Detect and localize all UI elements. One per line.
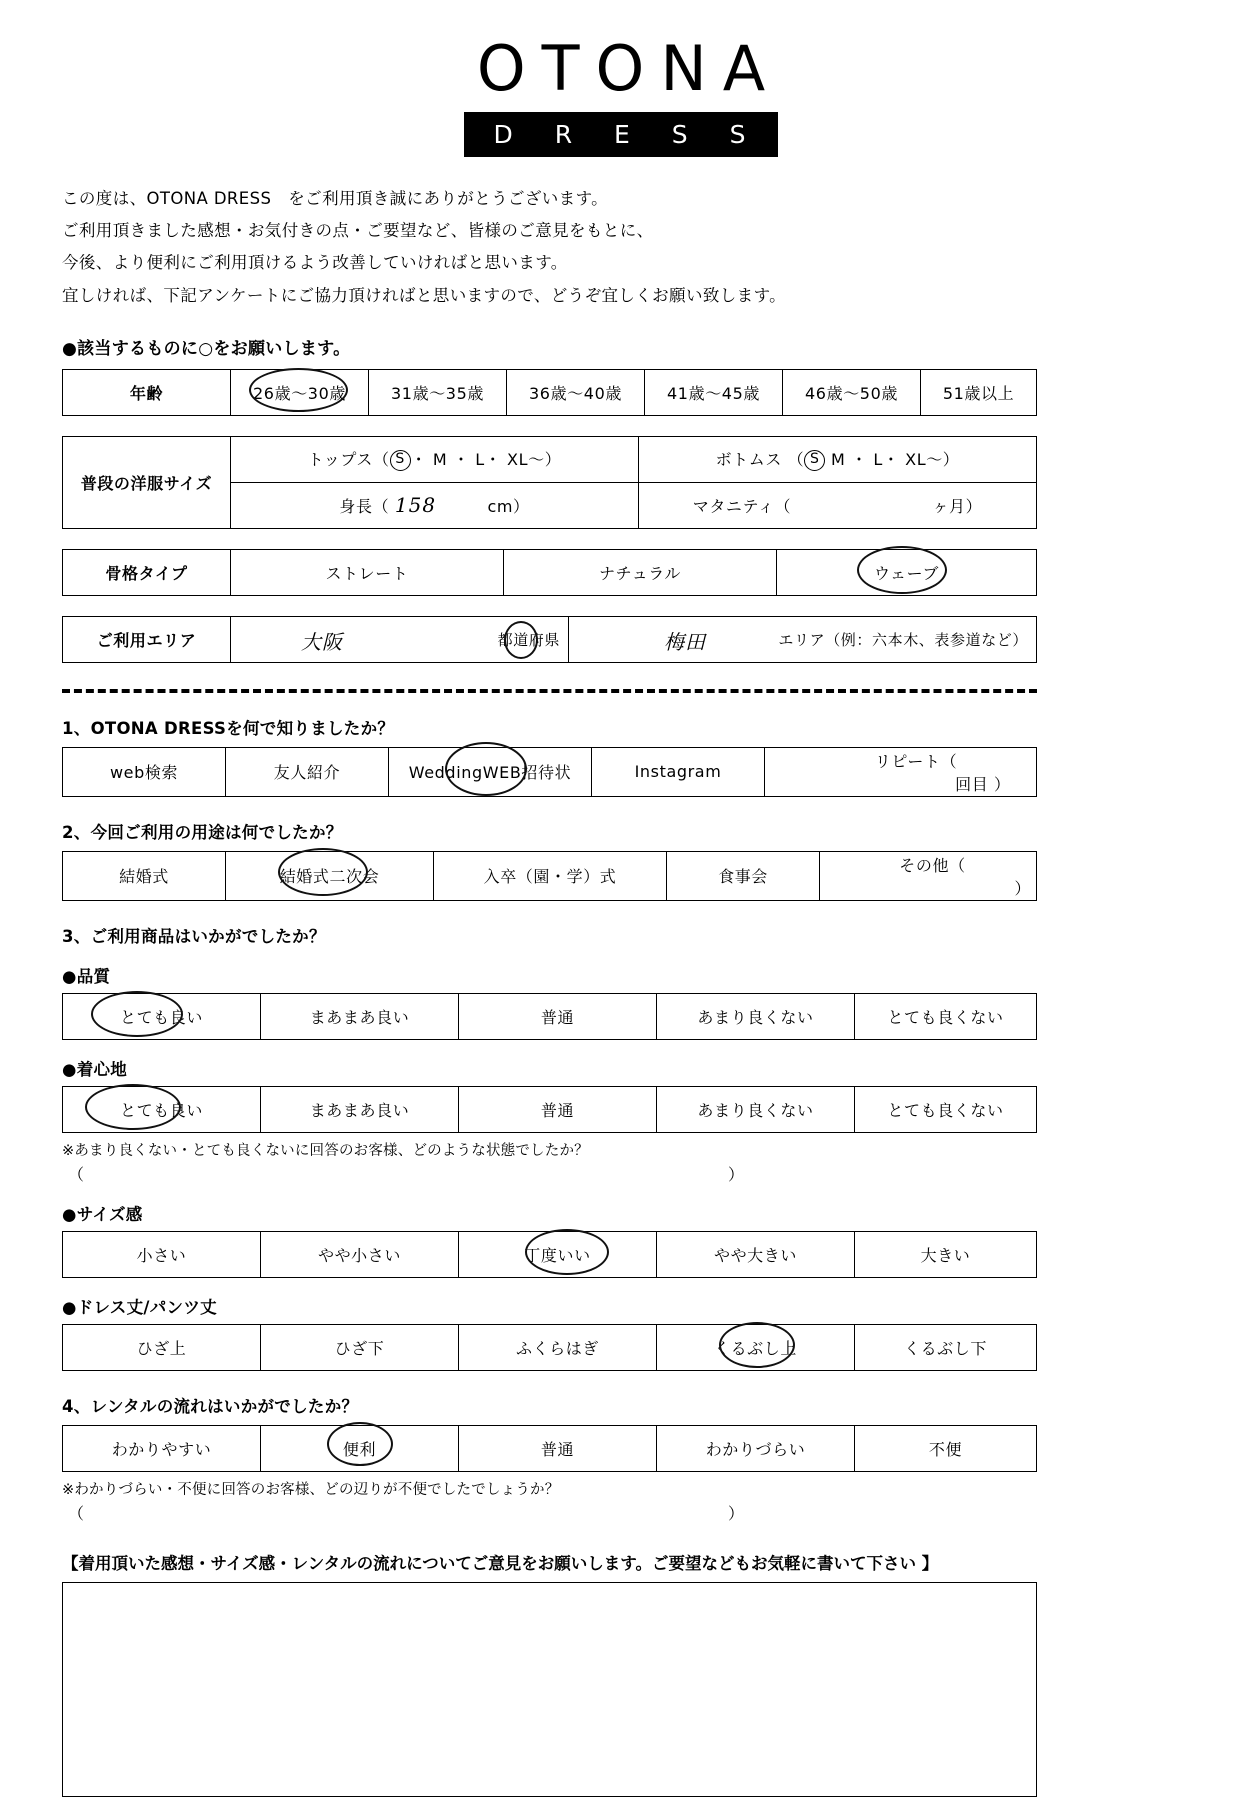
q2-option-wedding[interactable]: 結婚式	[63, 851, 226, 900]
q3-fit-label: ●サイズ感	[62, 1204, 143, 1224]
area-caption: エリア（例：六本木、表参道など）	[778, 630, 1028, 649]
clothing-size-label: 普段の洋服サイズ	[63, 436, 231, 528]
quality-option-fairly-good[interactable]: まあまあ良い	[261, 993, 459, 1039]
comfort-option-very-good[interactable]: とても良い	[63, 1086, 261, 1132]
brand-logo	[0, 0, 1242, 157]
table-row	[63, 993, 1037, 1039]
length-option-below-ankle[interactable]: くるぶし下	[855, 1324, 1037, 1370]
age-label: 年齢	[63, 369, 231, 415]
q3-title: 3、ご利用商品はいかがでしたか？	[62, 926, 326, 946]
q3-comfort-table	[62, 1086, 1037, 1133]
table-row	[63, 549, 1037, 595]
q1-title: 1、OTONA DRESSを何で知りましたか？	[62, 718, 395, 738]
tops-selected-size: S	[390, 450, 411, 471]
intro-line-4: 宜しければ、下記アンケートにご協力頂ければと思いますので、どうぞ宜しくお願い致します。	[62, 285, 787, 305]
q2-option-dining[interactable]: 食事会	[667, 851, 820, 900]
table-row	[63, 1425, 1037, 1471]
q4-option-normal[interactable]: 普通	[459, 1425, 657, 1471]
q1-option-instagram[interactable]: Instagram	[592, 747, 765, 796]
fit-option-small[interactable]: 小さい	[63, 1231, 261, 1277]
age-option-51-plus[interactable]: 51歳以上	[921, 369, 1037, 415]
age-option-26-30[interactable]: 26歳～30歳	[231, 369, 369, 415]
q2-option-other[interactable]: その他（ ）	[820, 851, 1037, 900]
comfort-option-normal[interactable]: 普通	[459, 1086, 657, 1132]
table-row	[63, 616, 1037, 662]
prefecture-handwritten-value: 大阪	[301, 629, 343, 654]
q4-option-easy[interactable]: わかりやすい	[63, 1425, 261, 1471]
q3-comfort-label: ●着心地	[62, 1059, 128, 1079]
q4-title: 4、レンタルの流れはいかがでしたか？	[62, 1396, 359, 1416]
length-option-below-knee[interactable]: ひざ下	[261, 1324, 459, 1370]
clothing-size-table	[62, 436, 1037, 529]
logo-otona-text: OTONA	[476, 32, 782, 105]
section-divider	[62, 689, 1037, 693]
comment-box-title: 【着用頂いた感想・サイズ感・レンタルの流れについてご意見をお願いします。ご要望などもお気軽に書いて下さい 】	[62, 1553, 939, 1573]
q4-free-text[interactable]: （ ）	[68, 1503, 745, 1523]
table-row	[63, 747, 1037, 796]
fit-option-large[interactable]: 大きい	[855, 1231, 1037, 1277]
q4-table	[62, 1425, 1037, 1472]
q3-length-label: ●ドレス丈/パンツ丈	[62, 1297, 217, 1317]
q2-table	[62, 851, 1037, 901]
bottoms-size-cell[interactable]: ボトムス （ S M ・ L・ XL～）	[639, 436, 1037, 482]
intro-line-3: 今後、より便利にご利用頂けるよう改善していければと思います。	[62, 253, 568, 273]
q1-option-web-search[interactable]: web検索	[63, 747, 226, 796]
fit-option-just-right[interactable]: 丁度いい	[459, 1231, 657, 1277]
fit-option-slightly-small[interactable]: やや小さい	[261, 1231, 459, 1277]
length-option-above-ankle[interactable]: くるぶし上	[657, 1324, 855, 1370]
instruction-circle-answer: ●該当するものに○をお願いします。	[62, 338, 351, 359]
body-type-table	[62, 549, 1037, 596]
age-option-46-50[interactable]: 46歳～50歳	[783, 369, 921, 415]
height-handwritten-value: 158	[394, 493, 437, 518]
table-row	[63, 851, 1037, 900]
q4-option-hard[interactable]: わかりづらい	[657, 1425, 855, 1471]
table-row	[63, 1231, 1037, 1277]
q3-comfort-free-text[interactable]: （ ）	[68, 1164, 745, 1184]
q1-table	[62, 747, 1037, 797]
q3-quality-table	[62, 993, 1037, 1040]
quality-option-very-bad[interactable]: とても良くない	[855, 993, 1037, 1039]
q2-option-ceremony[interactable]: 入卒（園・学）式	[434, 851, 667, 900]
q2-option-after-party[interactable]: 結婚式二次会	[226, 851, 434, 900]
quality-option-normal[interactable]: 普通	[459, 993, 657, 1039]
age-option-36-40[interactable]: 36歳～40歳	[507, 369, 645, 415]
body-type-option-straight[interactable]: ストレート	[231, 549, 504, 595]
tops-size-cell[interactable]: トップス（ S ・ M ・ L・ XL～）	[231, 436, 639, 482]
area-handwritten-value: 梅田	[664, 629, 706, 654]
q4-option-inconvenient[interactable]: 不便	[855, 1425, 1037, 1471]
q3-fit-table	[62, 1231, 1037, 1278]
length-option-above-knee[interactable]: ひざ上	[63, 1324, 261, 1370]
fit-option-slightly-large[interactable]: やや大きい	[657, 1231, 855, 1277]
prefecture-cell[interactable]	[231, 616, 569, 662]
area-label: ご利用エリア	[63, 616, 231, 662]
q3-quality-label: ●品質	[62, 966, 111, 986]
q4-note: ※わかりづらい・不便に回答のお客様、どの辺りが不便でしたでしょうか？	[62, 1481, 560, 1498]
q3-length-table	[62, 1324, 1037, 1371]
comfort-option-fairly-good[interactable]: まあまあ良い	[261, 1086, 459, 1132]
comfort-option-not-very-good[interactable]: あまり良くない	[657, 1086, 855, 1132]
area-name-cell[interactable]	[569, 616, 1037, 662]
age-table	[62, 369, 1037, 416]
quality-option-not-very-good[interactable]: あまり良くない	[657, 993, 855, 1039]
length-option-calf[interactable]: ふくらはぎ	[459, 1324, 657, 1370]
table-row	[63, 436, 1037, 482]
bottoms-selected-size: S	[804, 450, 825, 471]
q4-option-convenient[interactable]: 便利	[261, 1425, 459, 1471]
height-cell[interactable]: 身長（ 158 cm）	[231, 482, 639, 528]
age-option-31-35[interactable]: 31歳～35歳	[369, 369, 507, 415]
logo-dress-bar: D R E S S	[464, 112, 779, 157]
q1-option-wedding-web[interactable]: WeddingWEB招待状	[389, 747, 592, 796]
q2-title: 2、今回ご利用の用途は何でしたか？	[62, 822, 343, 842]
table-row	[63, 369, 1037, 415]
table-row	[63, 1324, 1037, 1370]
q1-option-repeat[interactable]: リピート（ 回目 ）	[765, 747, 1037, 796]
area-table	[62, 616, 1037, 663]
intro-paragraph	[62, 183, 1242, 312]
intro-line-1: この度は、OTONA DRESS をご利用頂き誠にありがとうございます。	[62, 189, 609, 208]
maternity-cell[interactable]: マタニティ（ ヶ月）	[639, 482, 1037, 528]
table-row	[63, 1086, 1037, 1132]
quality-option-very-good[interactable]: とても良い	[63, 993, 261, 1039]
comment-box[interactable]	[62, 1582, 1037, 1797]
comfort-option-very-bad[interactable]: とても良くない	[855, 1086, 1037, 1132]
body-type-option-wave[interactable]: ウェーブ	[777, 549, 1037, 595]
q3-comfort-note: ※あまり良くない・とても良くないに回答のお客様、どのような状態でしたか？	[62, 1142, 589, 1159]
body-type-option-natural[interactable]: ナチュラル	[504, 549, 777, 595]
q1-option-friend[interactable]: 友人紹介	[226, 747, 389, 796]
intro-line-2: ご利用頂きました感想・お気付きの点・ご要望など、皆様のご意見をもとに、	[62, 221, 654, 241]
age-option-41-45[interactable]: 41歳～45歳	[645, 369, 783, 415]
prefecture-caption: 都道府県	[497, 630, 560, 649]
body-type-label: 骨格タイプ	[63, 549, 231, 595]
